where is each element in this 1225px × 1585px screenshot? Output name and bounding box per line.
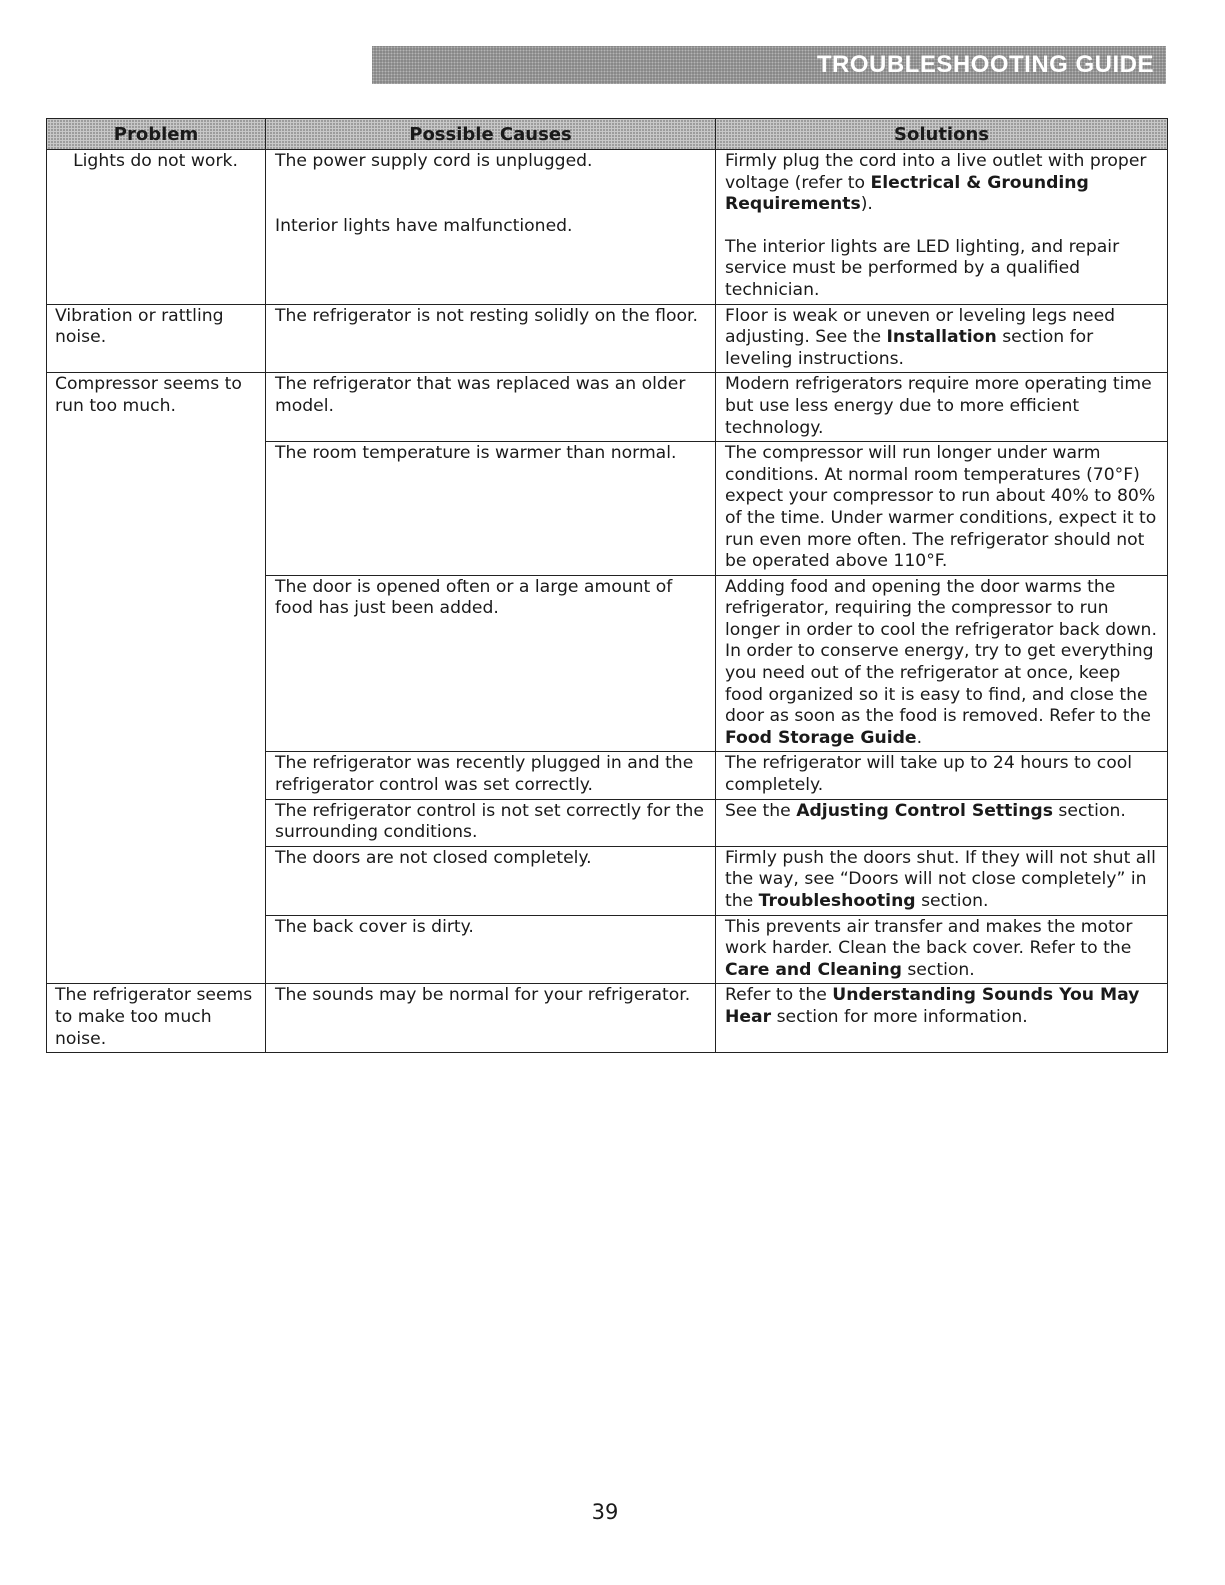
- solution-cell: [716, 984, 1168, 1053]
- solution-text-start: Refer to the: [725, 985, 833, 1006]
- solution-cell: [716, 442, 1168, 576]
- problem-cell: Lights do not work.: [47, 150, 266, 305]
- cause-cell: The refrigerator that was replaced was an older model.: [266, 373, 716, 442]
- solution-text-start: Adding food and opening the door warms the refrigerator, requiring the compressor to run longer in order to cool the refrigerator back down. In order to conserve energy, try to get everything you need out of the refrigerator at once, keep food organized so it is easy to find, and close the door as soon as the food is removed. Refer to the: [725, 576, 1157, 727]
- solution-reference: Installation: [886, 327, 997, 348]
- column-header-solutions: Solutions: [716, 119, 1168, 150]
- solution-text-start: Firmly push the doors shut. If they will not shut all the way, see “Doors will not close completely” in the: [725, 847, 1156, 911]
- solution-reference: Food Storage Guide: [725, 727, 917, 748]
- solution-cell: [716, 752, 1168, 799]
- column-header-problem: Problem: [47, 119, 266, 150]
- solution-text-end: .: [916, 727, 923, 748]
- table-row: [47, 984, 1168, 1053]
- solution-text: [725, 237, 1158, 302]
- solution-text-start: Firmly plug the cord into a live outlet with proper voltage (refer to: [725, 151, 1147, 193]
- column-header-possible-causes: Possible Causes: [266, 119, 716, 150]
- solution-text-start: This prevents air transfer and makes the motor work harder. Clean the back cover. Refer to the: [725, 916, 1133, 959]
- problem-cell: The refrigerator seems to make too much noise.: [47, 984, 266, 1053]
- solution-text-end: section.: [901, 959, 975, 980]
- solution-text-start: See the: [725, 800, 797, 821]
- cause-text: The power supply cord is unplugged.: [275, 151, 593, 171]
- solution-text-start: Modern refrigerators require more operating time but use less energy due to more efficient technology.: [725, 374, 1152, 438]
- solution-reference: Care and Cleaning: [725, 959, 902, 980]
- problem-cell: Vibration or rattling noise.: [47, 304, 266, 373]
- solution-text-end: section for more information.: [771, 1006, 1028, 1027]
- table-row: [47, 150, 1168, 305]
- cause-cell: The doors are not closed completely.: [266, 846, 716, 915]
- solution-reference: Electrical & Grounding Requirements: [725, 172, 1089, 215]
- cause-cell: The back cover is dirty.: [266, 915, 716, 984]
- solution-text-start: The interior lights are LED lighting, and repair service must be performed by a qualified technician.: [725, 236, 1120, 300]
- solution-text: [725, 151, 1158, 216]
- solution-reference: Adjusting Control Settings: [796, 800, 1053, 821]
- cause-cell: The door is opened often or a large amount of food has just been added.: [266, 575, 716, 752]
- table-row: [47, 373, 1168, 442]
- solution-text-start: The refrigerator will take up to 24 hours to cool completely.: [725, 753, 1133, 796]
- cause-cell: The refrigerator was recently plugged in and the refrigerator control was set correctly.: [266, 752, 716, 799]
- solution-reference: Troubleshooting: [758, 891, 916, 911]
- section-title: TROUBLESHOOTING GUIDE: [816, 51, 1154, 78]
- solution-cell: [716, 846, 1168, 915]
- troubleshooting-table: [46, 118, 1168, 1053]
- solution-cell: [716, 915, 1168, 984]
- table-row: [47, 304, 1168, 373]
- solution-cell: [716, 799, 1168, 846]
- cause-cell: The refrigerator control is not set correctly for the surrounding conditions.: [266, 799, 716, 846]
- solution-text-end: section.: [915, 891, 989, 911]
- solution-text-end: section.: [1052, 800, 1126, 821]
- solutions-cell: [716, 150, 1168, 305]
- cause-text: Interior lights have malfunctioned.: [275, 215, 573, 236]
- solution-text-end: ).: [860, 194, 873, 215]
- solution-reference: Understanding Sounds You May Hear: [725, 985, 1140, 1027]
- table-header-row: [47, 119, 1168, 150]
- problem-cell: Compressor seems to run too much.: [47, 373, 266, 984]
- cause-cell: The refrigerator is not resting solidly on the floor.: [266, 304, 716, 373]
- page-number: 39: [591, 1500, 619, 1524]
- solution-text-start: The compressor will run longer under warm conditions. At normal room temperatures (70°F) expect your compressor to run about 40% to 80% of the time. Under warmer conditions, expect it to run even more often. The refrigerator should not be operated above 110°F.: [725, 443, 1157, 572]
- solution-text-start: Floor is weak or uneven or leveling legs need adjusting. See the: [725, 305, 1116, 348]
- section-header-banner: [372, 46, 1166, 84]
- causes-cell: [266, 150, 716, 305]
- solution-cell: [716, 575, 1168, 752]
- cause-cell: The room temperature is warmer than normal.: [266, 442, 716, 576]
- solution-text-end: section for leveling instructions.: [725, 327, 1094, 369]
- solution-cell: [716, 373, 1168, 442]
- cause-cell: The sounds may be normal for your refrigerator.: [266, 984, 716, 1053]
- solution-cell: [716, 304, 1168, 373]
